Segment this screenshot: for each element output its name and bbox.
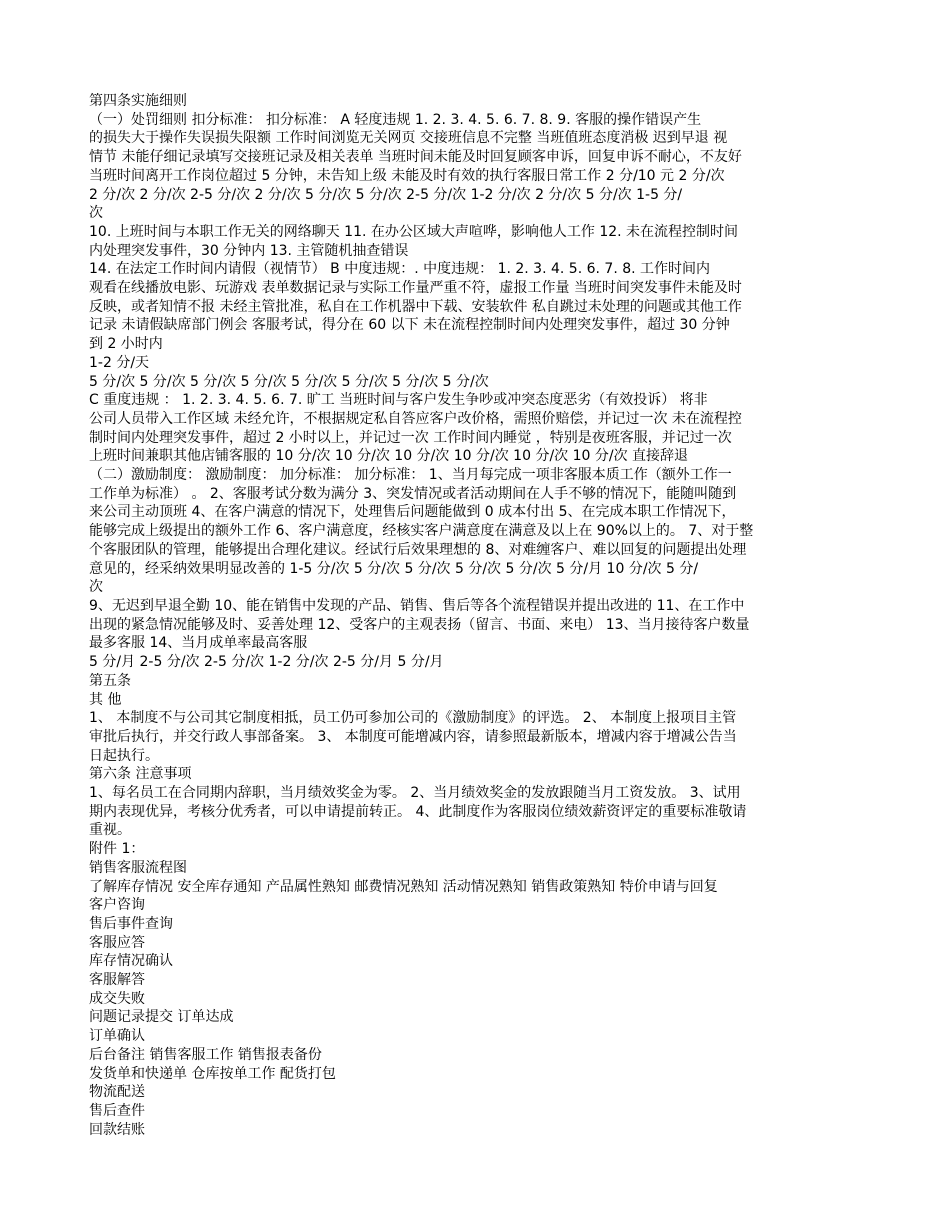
text-line: 次 (89, 205, 103, 222)
text-line: 上班时间兼职其他店铺客服的 10 分/次 10 分/次 10 分/次 10 分/次 10 分/次 10 分/次 直接辞退 (89, 448, 689, 465)
text-line: 1、 本制度不与公司其它制度相抵，员工仍可参加公司的《激励制度》的评选。 2、 本制度上报项目主管 (89, 710, 737, 727)
text-line: 制时间内处理突发事件，超过 2 小时以上，并记过一次 工作时间内睡觉 ，特别是夜班客服，并记过一次 (89, 429, 732, 446)
text-line: （二）激励制度： 激励制度： 加分标准： 加分标准： 1、当月每完成一项非客服本质工作（额外工作一 (89, 467, 732, 484)
text-line: 9、无迟到早退全勤 10、能在销售中发现的产品、销售、售后等各个流程错误并提出改进的 11、在工作中 (89, 597, 745, 614)
text-line: 期内表现优异，考核分优秀者，可以申请提前转正。 4、此制度作为客服岗位绩效薪资评定的重要标准敬请 (89, 803, 747, 820)
text-line: 出现的紧急情况能够及时、妥善处理 12、受客户的主观表扬（留言、书面、来电） 13、当月接待客户数量 (89, 616, 750, 633)
text-line: C 重度违规 ： 1. 2. 3. 4. 5. 6. 7. 旷工 当班时间与客户发生争吵或冲突态度恶劣（有效投诉） 将非 (89, 392, 708, 409)
text-line: 第六条 注意事项 (89, 766, 192, 783)
text-line: （一）处罚细则 扣分标准： 扣分标准： A 轻度违规 1. 2. 3. 4. 5. 6. 7. 8. 9. 客服的操作错误产生 (89, 111, 702, 128)
text-line: 问题记录提交 订单达成 (89, 1009, 234, 1026)
text-line: 观看在线播放电影、玩游戏 表单数据记录与实际工作量严重不符，虚报工作量 当班时间突发事件未能及时 (89, 280, 742, 297)
text-line: 售后查件 (89, 1102, 145, 1119)
text-line: 反映，或者知情不报 未经主管批准，私自在工作机器中下载、安装软件 私自跳过未处理的问题或其他工作 (89, 298, 742, 315)
text-line: 发货单和快递单 仓库按单工作 配货打包 (89, 1065, 336, 1082)
text-line: 14. 在法定工作时间内请假（视情节） B 中度违规：. 中度违规： 1. 2. 3. 4. 5. 6. 7. 8. 工作时间内 (89, 261, 711, 278)
text-line: 公司人员带入工作区域 未经允许，不根据规定私自答应客户改价格，需照价赔偿，并记过一次 未在流程控 (89, 410, 742, 427)
text-line: 第五条 (89, 672, 131, 689)
text-line: 的损失大于操作失误损失限额 工作时间浏览无关网页 交接班信息不完整 当班值班态度消极 迟到早退 视 (89, 130, 728, 147)
text-line: 客户咨询 (89, 897, 145, 914)
text-line: 到 2 小时内 (89, 336, 163, 353)
text-line: 10. 上班时间与本职工作无关的网络聊天 11. 在办公区域大声喧哗，影响他人工作 12. 未在流程控制时间 (89, 223, 739, 240)
text-line: 记录 未请假缺席部门例会 客服考试，得分在 60 以下 未在流程控制时间内处理突发事件，超过 30 分钟 (89, 317, 730, 334)
text-line: 成交失败 (89, 990, 145, 1007)
text-line: 情节 未能仔细记录填写交接班记录及相关表单 当班时间未能及时回复顾客申诉，回复申诉不耐心，不友好 (89, 149, 742, 166)
text-line: 1、每名员工在合同期内辞职，当月绩效奖金为零。 2、当月绩效奖金的发放跟随当月工资发放。 3、试用 (89, 785, 741, 802)
text-line: 物流配送 (89, 1084, 145, 1101)
text-line: 工作单为标准） 。 2、客服考试分数为满分 3、突发情况或者活动期间在人手不够的情况下，能随叫随到 (89, 485, 737, 502)
text-line: 日起执行。 (89, 747, 159, 764)
text-line: 回款结账 (89, 1121, 145, 1138)
text-line: 1-2 分/天 (89, 354, 150, 371)
text-line: 2 分/次 2 分/次 2-5 分/次 2 分/次 5 分/次 5 分/次 2-5 分/次 1-2 分/次 2 分/次 5 分/次 1-5 分/ (89, 186, 683, 203)
text-line: 个客服团队的管理，能够提出合理化建议。经试行后效果理想的 8、对难缠客户、难以回复的问题提出处理 (89, 541, 747, 558)
text-line: 销售客服流程图 (89, 859, 187, 876)
text-line: 重视。 (89, 822, 131, 839)
document-page (89, 92, 859, 1139)
text-line: 来公司主动顶班 4、在客户满意的情况下，处理售后问题能做到 0 成本付出 5、在完成本职工作情况下， (89, 504, 736, 521)
text-line: 最多客服 14、当月成单率最高客服 (89, 635, 308, 652)
text-line: 附件 1： (89, 841, 145, 858)
text-line: 内处理突发事件，30 分钟内 13. 主管随机抽查错误 (89, 242, 409, 259)
text-line: 客服解答 (89, 972, 145, 989)
text-line: 第四条实施细则 (89, 93, 187, 109)
text-line: 售后事件查询 (89, 915, 173, 932)
text-line: 客服应答 (89, 934, 145, 951)
text-line: 当班时间离开工作岗位超过 5 分钟，未告知上级 未能及时有效的执行客服日常工作 2 分/10 元 2 分/次 (89, 167, 725, 184)
text-line: 了解库存情况 安全库存通知 产品属性熟知 邮费情况熟知 活动情况熟知 销售政策熟知 特价申请与回复 (89, 878, 718, 895)
text-line: 5 分/月 2-5 分/次 2-5 分/次 1-2 分/次 2-5 分/月 5 分/月 (89, 654, 444, 671)
text-line: 后台备注 销售客服工作 销售报表备份 (89, 1046, 322, 1063)
text-line: 能够完成上级提出的额外工作 6、客户满意度，经核实客户满意度在满意及以上在 90%以上的。 7、对于整 (89, 523, 754, 540)
text-line: 次 (89, 579, 103, 596)
text-line: 审批后执行，并交行政人事部备案。 3、 本制度可能增减内容，请参照最新版本，增减内容于增减公告当 (89, 728, 737, 745)
text-line: 库存情况确认 (89, 953, 173, 970)
text-line: 其 他 (89, 691, 122, 708)
text-line: 5 分/次 5 分/次 5 分/次 5 分/次 5 分/次 5 分/次 5 分/次 5 分/次 (89, 373, 489, 390)
text-line: 订单确认 (89, 1028, 145, 1045)
text-line: 意见的，经采纳效果明显改善的 1-5 分/次 5 分/次 5 分/次 5 分/次 5 分/次 5 分/月 10 分/次 5 分/ (89, 560, 699, 577)
